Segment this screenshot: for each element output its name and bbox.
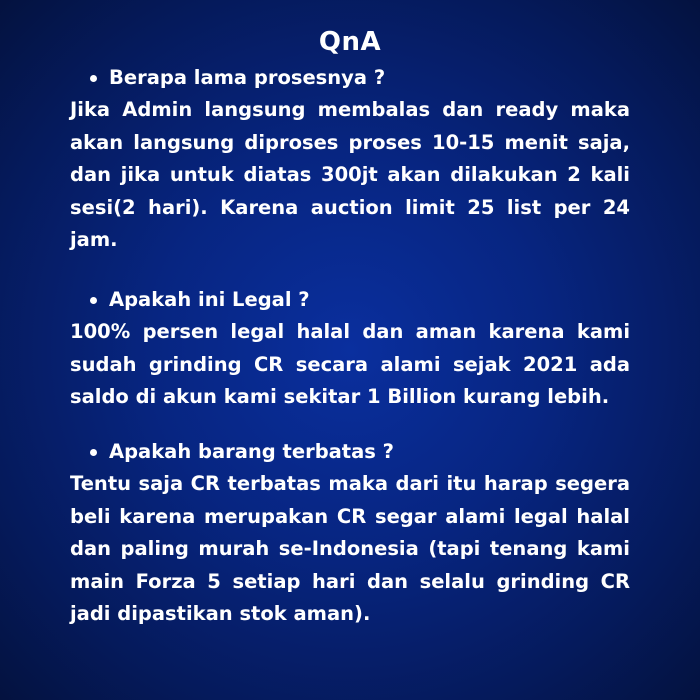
answer-3: Tentu saja CR terbatas maka dari itu harap segera beli karena merupakan CR segar alami legal halal dan paling murah se-Indonesia (tapi tenang kami main Forza 5 setiap hari dan selalu grinding CR jadi dipastikan stok aman). bbox=[70, 472, 630, 625]
qna-item-3 bbox=[70, 436, 630, 631]
question-2 bbox=[90, 284, 630, 316]
bullet-icon bbox=[90, 449, 97, 456]
answer-1: Jika Admin langsung membalas dan ready maka akan langsung diproses proses 10-15 menit saja, dan jika untuk diatas 300jt akan dilakukan 2 kali sesi(2 hari). Karena auction limit 25 list per 24 jam. bbox=[70, 98, 630, 251]
page-title: QnA bbox=[318, 27, 382, 57]
question-2-text: Apakah ini Legal ? bbox=[109, 288, 310, 311]
answer-2: 100% persen legal halal dan aman karena kami sudah grinding CR secara alami sejak 2021 ada saldo di akun kami sekitar 1 Billion kurang lebih. bbox=[70, 320, 630, 408]
question-3 bbox=[90, 436, 630, 468]
bullet-icon bbox=[90, 297, 97, 304]
question-3-text: Apakah barang terbatas ? bbox=[109, 440, 394, 463]
question-1-text: Berapa lama prosesnya ? bbox=[109, 66, 386, 89]
bullet-icon bbox=[90, 75, 97, 82]
qna-item-1 bbox=[70, 62, 630, 257]
question-1 bbox=[90, 62, 630, 94]
qna-item-2 bbox=[70, 284, 630, 414]
